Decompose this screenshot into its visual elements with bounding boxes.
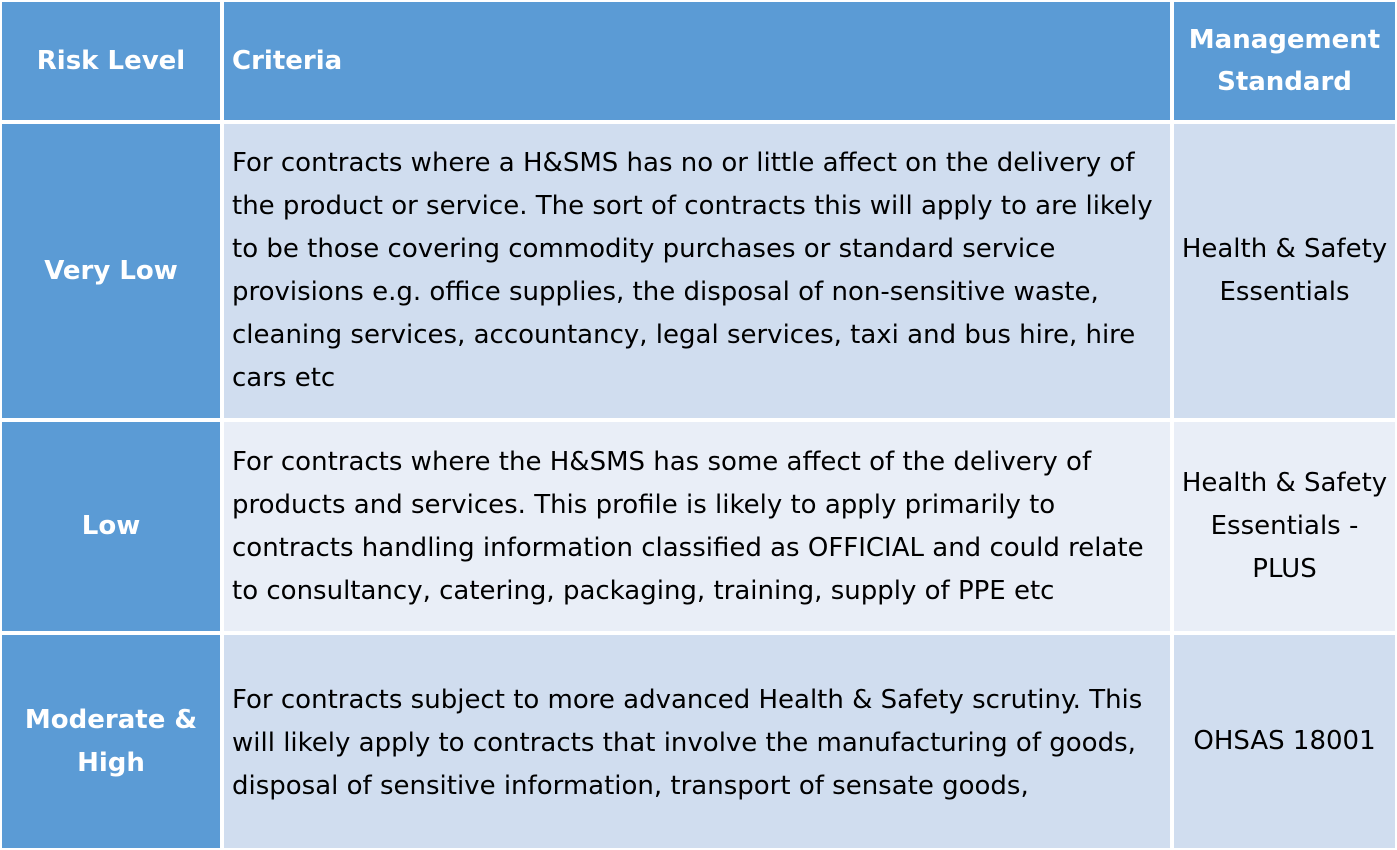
- risk-level-label: Low: [81, 511, 141, 541]
- risk-level-cell: [0, 420, 222, 633]
- header-criteria-label: Criteria: [232, 46, 343, 76]
- header-risk-level: [0, 0, 222, 122]
- standard-cell: [1172, 633, 1397, 850]
- risk-level-cell: [0, 633, 222, 850]
- criteria-text: For contracts where a H&SMS has no or little affect on the delivery of the product or service. The sort of contracts this will apply to are likely to be those covering commodity purchases or standard service provisions e.g. office supplies, the disposal of non-sensitive waste, cleaning services, accountancy, legal services, taxi and bus hire, hire cars etc: [232, 148, 1153, 393]
- criteria-text: For contracts subject to more advanced Health & Safety scrutiny. This will likely apply to contracts that involve the manufacturing of goods, disposal of sensitive information, transport of sensate goods,: [232, 685, 1143, 801]
- criteria-cell: [222, 420, 1172, 633]
- standard-cell: [1172, 420, 1397, 633]
- risk-level-label: Moderate & High: [24, 704, 198, 778]
- header-management-standard-label: Management Standard: [1188, 25, 1381, 97]
- risk-level-label: Very Low: [44, 255, 178, 286]
- standard-text: OHSAS 18001: [1193, 726, 1376, 756]
- risk-level-cell: [0, 122, 222, 420]
- header-risk-level-label: Risk Level: [36, 46, 186, 76]
- standard-text: Health & Safety Essentials: [1181, 234, 1388, 307]
- header-criteria: [222, 0, 1172, 122]
- criteria-cell: [222, 633, 1172, 850]
- standard-text: Health & Safety Essentials - PLUS: [1181, 468, 1388, 584]
- standard-cell: [1172, 122, 1397, 420]
- criteria-text: For contracts where the H&SMS has some affect of the delivery of products and services. This profile is likely to apply primarily to contracts handling information classified as OFFICIAL and could relate to consultancy, catering, packaging, training, supply of PPE etc: [232, 446, 1144, 606]
- criteria-cell: [222, 122, 1172, 420]
- header-management-standard: [1172, 0, 1397, 122]
